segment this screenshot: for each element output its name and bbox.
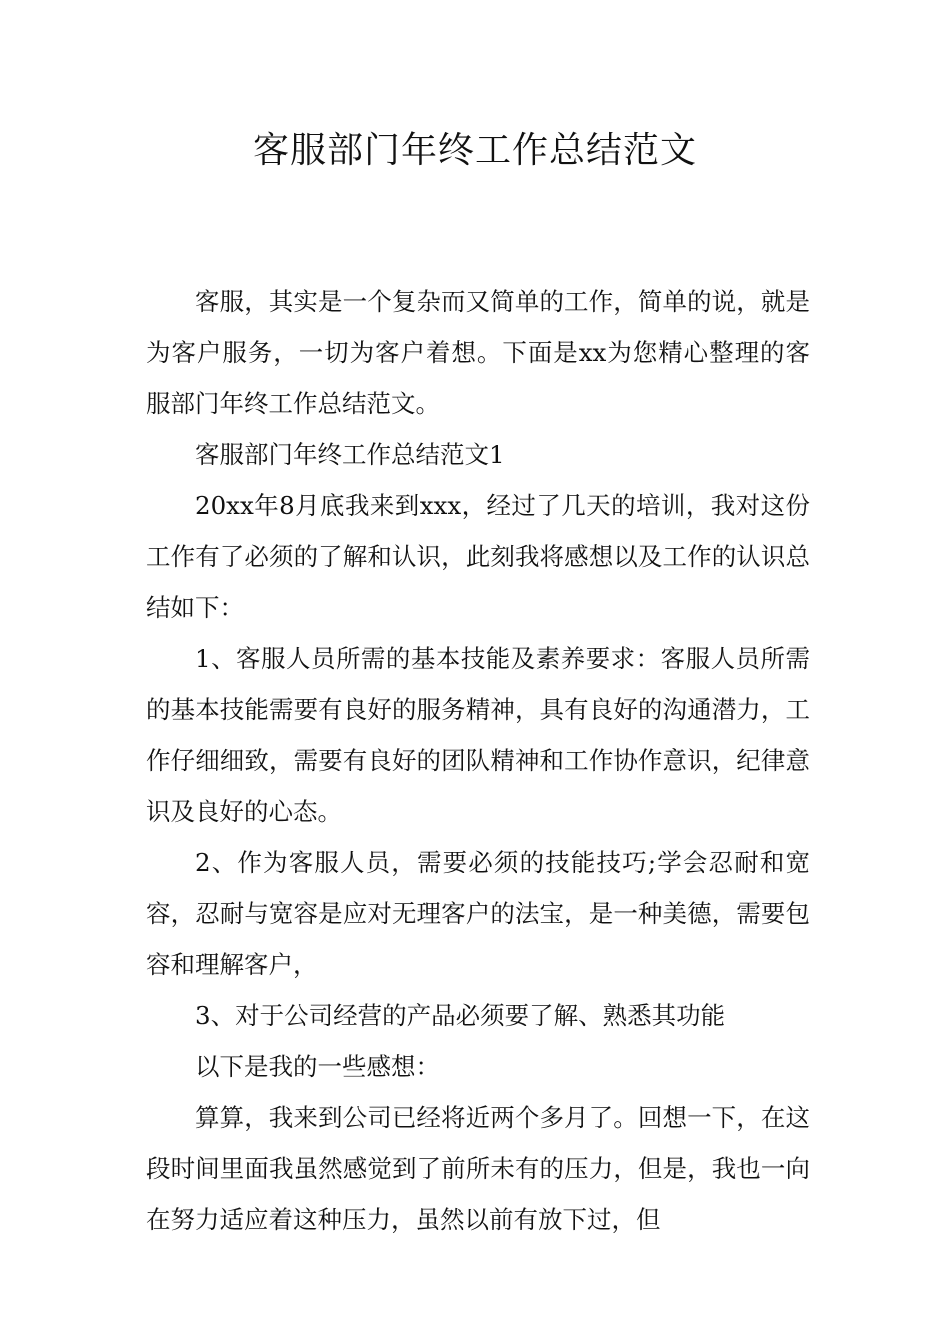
document-title: 客服部门年终工作总结范文 (252, 130, 697, 171)
paragraph-reflection-intro: 以下是我的一些感想： (195, 1052, 440, 1081)
document-body (146, 276, 810, 1245)
paragraph-point-2: 2、作为客服人员，需要必须的技能技巧;学会忍耐和宽容，忍耐与宽容是应对无理客户的法宝，是一种美德，需要包容和理解客户， (146, 848, 810, 979)
paragraph-point-3: 3、对于公司经营的产品必须要了解、熟悉其功能 (195, 1001, 726, 1030)
paragraph-reflection: 算算，我来到公司已经将近两个多月了。回想一下，在这段时间里面我虽然感觉到了前所未有的压力，但是，我也一向在努力适应着这种压力，虽然以前有放下过，但 (146, 1103, 810, 1234)
paragraph-point-1: 1、客服人员所需的基本技能及素养要求：客服人员所需的基本技能需要有良好的服务精神，具有良好的沟通潜力，工作仔细细致，需要有良好的团队精神和工作协作意识，纪律意识及良好的心态。 (146, 644, 810, 826)
paragraph-intro: 客服，其实是一个复杂而又简单的工作，简单的说，就是为客户服务，一切为客户着想。下面是xx为您精心整理的客服部门年终工作总结范文。 (146, 287, 810, 418)
paragraph-section-heading: 客服部门年终工作总结范文1 (195, 440, 505, 469)
paragraph-arrival: 20xx年8月底我来到xxx，经过了几天的培训，我对这份工作有了必须的了解和认识，此刻我将感想以及工作的认识总结如下： (146, 491, 810, 622)
